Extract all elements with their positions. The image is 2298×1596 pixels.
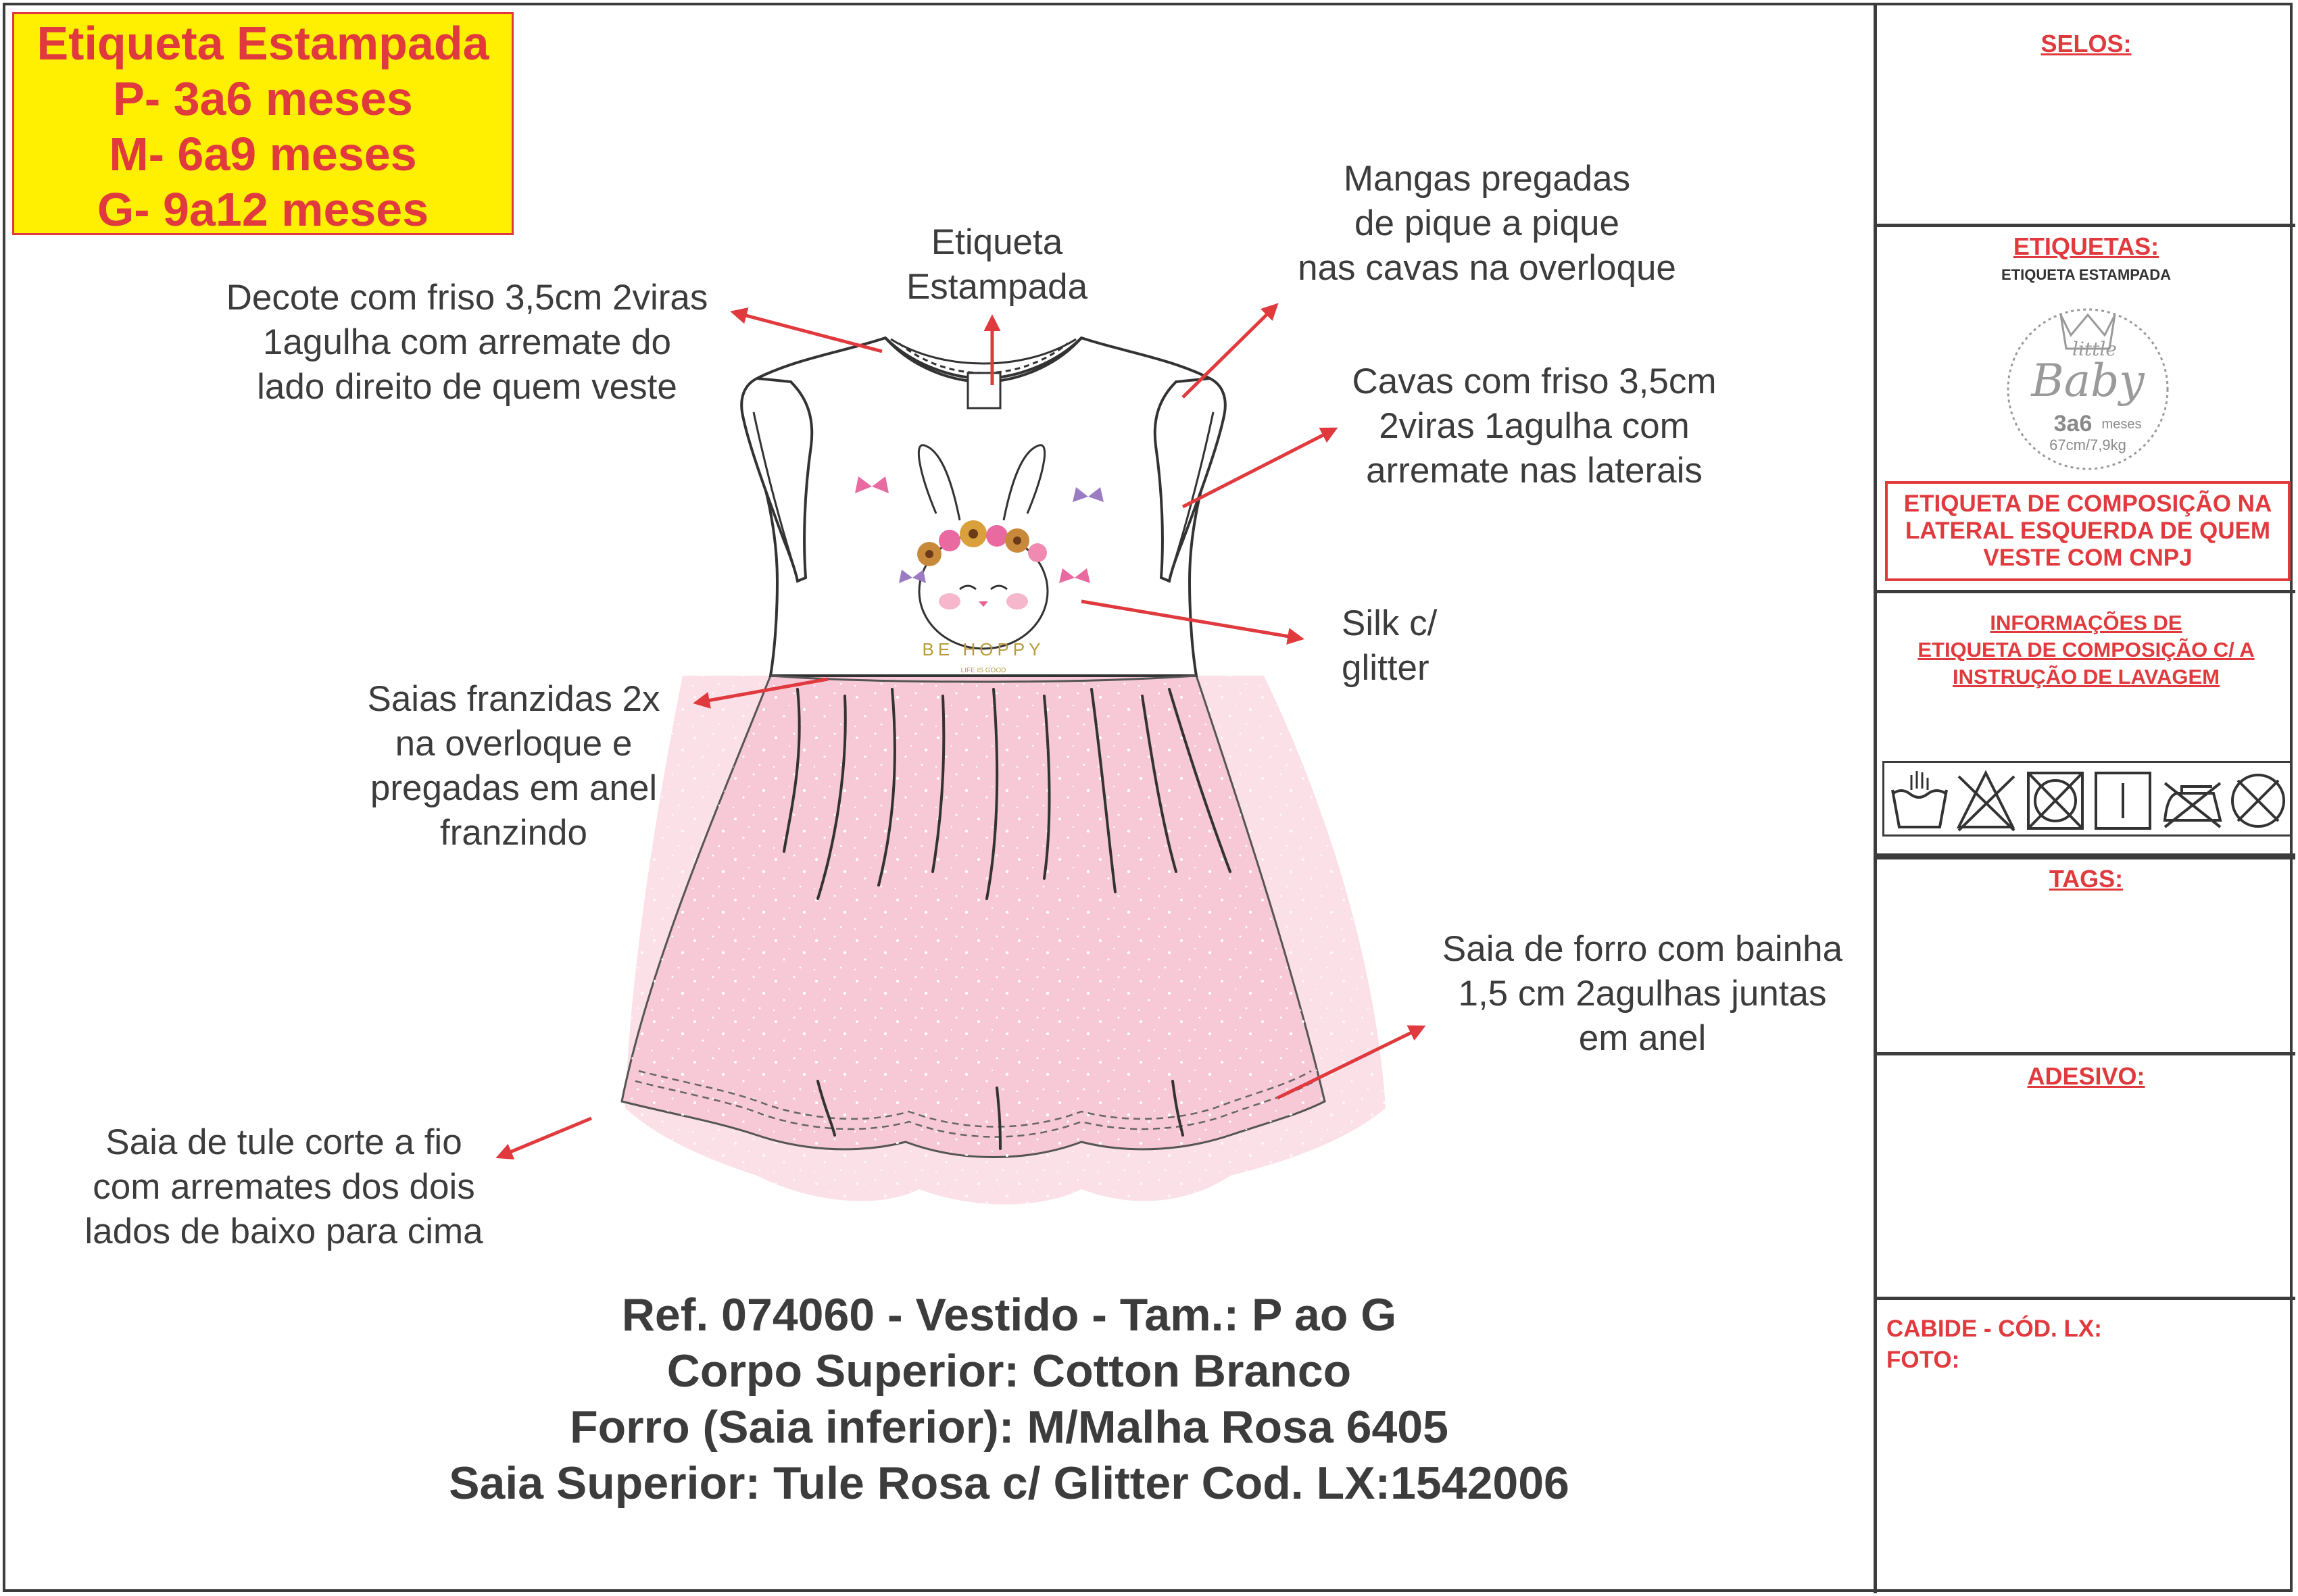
trim-sidebar: [1874, 3, 2295, 1593]
badge-size: 3a6: [2053, 411, 2093, 437]
no-bleach-icon: [1959, 773, 2014, 830]
note-armholes: Cavas com friso 3,5cm 2viras 1agulha com arremate nas laterais: [1352, 361, 1717, 491]
etiqueta-estampada-label: ETIQUETA ESTAMPADA: [2001, 266, 2171, 283]
section-adesivo: [1877, 1055, 2295, 1300]
section-cabide: [1877, 1300, 2295, 1593]
section-tags: [1877, 857, 2295, 1055]
no-iron-icon: [2165, 783, 2220, 827]
note-skirt-gathered: Saias franzidas 2x na overloque e pregadas em anel franzindo: [367, 679, 660, 853]
spec-body: Corpo Superior: Cotton Branco: [666, 1345, 1352, 1397]
etiquetas-title: ETIQUETAS:: [2013, 232, 2159, 260]
badge-measure: 67cm/7,9kg: [2049, 437, 2126, 453]
section-selos: [1877, 3, 2295, 227]
care-symbols-row: [1882, 761, 2292, 837]
selos-title: SELOS:: [2040, 30, 2132, 57]
size-p: P- 3a6 meses: [113, 72, 413, 125]
neck-label: [968, 373, 1000, 408]
badge-brand-top: little: [2072, 338, 2117, 360]
no-dry-clean-icon: [2232, 775, 2284, 826]
product-specification: [0, 1287, 2018, 1512]
care-info-title: INFORMAÇÕES DE ETIQUETA DE COMPOSIÇÃO C/ A INSTRUÇÃO DE LAVAGEM: [1917, 611, 2255, 689]
section-etiquetas: [1877, 227, 2295, 593]
print-text: BE HOPPY: [922, 639, 1045, 659]
note-silk: Silk c/ glitter: [1342, 603, 1438, 688]
arrow-neckline: [733, 312, 882, 351]
no-tumble-dry-icon: [2028, 773, 2082, 828]
tags-title: TAGS:: [2049, 865, 2124, 893]
cabide-info: [1877, 1300, 2295, 1376]
badge-unit: meses: [2101, 417, 2142, 432]
spec-ref: Ref. 074060 - Vestido - Tam.: P ao G: [621, 1289, 1397, 1341]
spec-tulle: Saia Superior: Tule Rosa c/ Glitter Cod. LX:1542006: [449, 1457, 1569, 1509]
arrow-sleeves: [1183, 305, 1276, 397]
size-g: G- 9a12 meses: [97, 183, 429, 236]
print-subtext: LIFE IS GOOD: [960, 667, 1006, 674]
size-m: M- 6a9 meses: [109, 128, 417, 180]
adesivo-title: ADESIVO:: [2027, 1062, 2145, 1090]
hand-wash-icon: [1892, 771, 1947, 827]
note-lining-skirt: Saia de forro com bainha 1,5 cm 2agulhas juntas em anel: [1442, 929, 1843, 1058]
note-label: Etiqueta Estampada: [906, 222, 1088, 307]
spec-lining: Forro (Saia inferior): M/Malha Rosa 6405: [570, 1401, 1448, 1453]
size-label-title: Etiqueta Estampada: [36, 17, 489, 70]
composition-label-box: ETIQUETA DE COMPOSIÇÃO NA LATERAL ESQUERDA DE QUEM VESTE COM CNPJ: [1885, 481, 2291, 581]
note-neckline: Decote com friso 3,5cm 2viras 1agulha com arremate do lado direito de quem veste: [226, 278, 708, 407]
note-sleeves: Mangas pregadas de pique a pique nas cavas na overloque: [1298, 159, 1676, 288]
cabide-label: CABIDE - CÓD. LX:: [1886, 1316, 2102, 1342]
foto-label: FOTO:: [1886, 1347, 1960, 1373]
brand-badge: [1986, 288, 2189, 484]
line-dry-icon: [2096, 773, 2150, 828]
badge-brand-main: Baby: [2031, 355, 2145, 407]
note-tulle-skirt: Saia de tule corte a fio com arremates dos dois lados de baixo para cima: [84, 1122, 483, 1251]
